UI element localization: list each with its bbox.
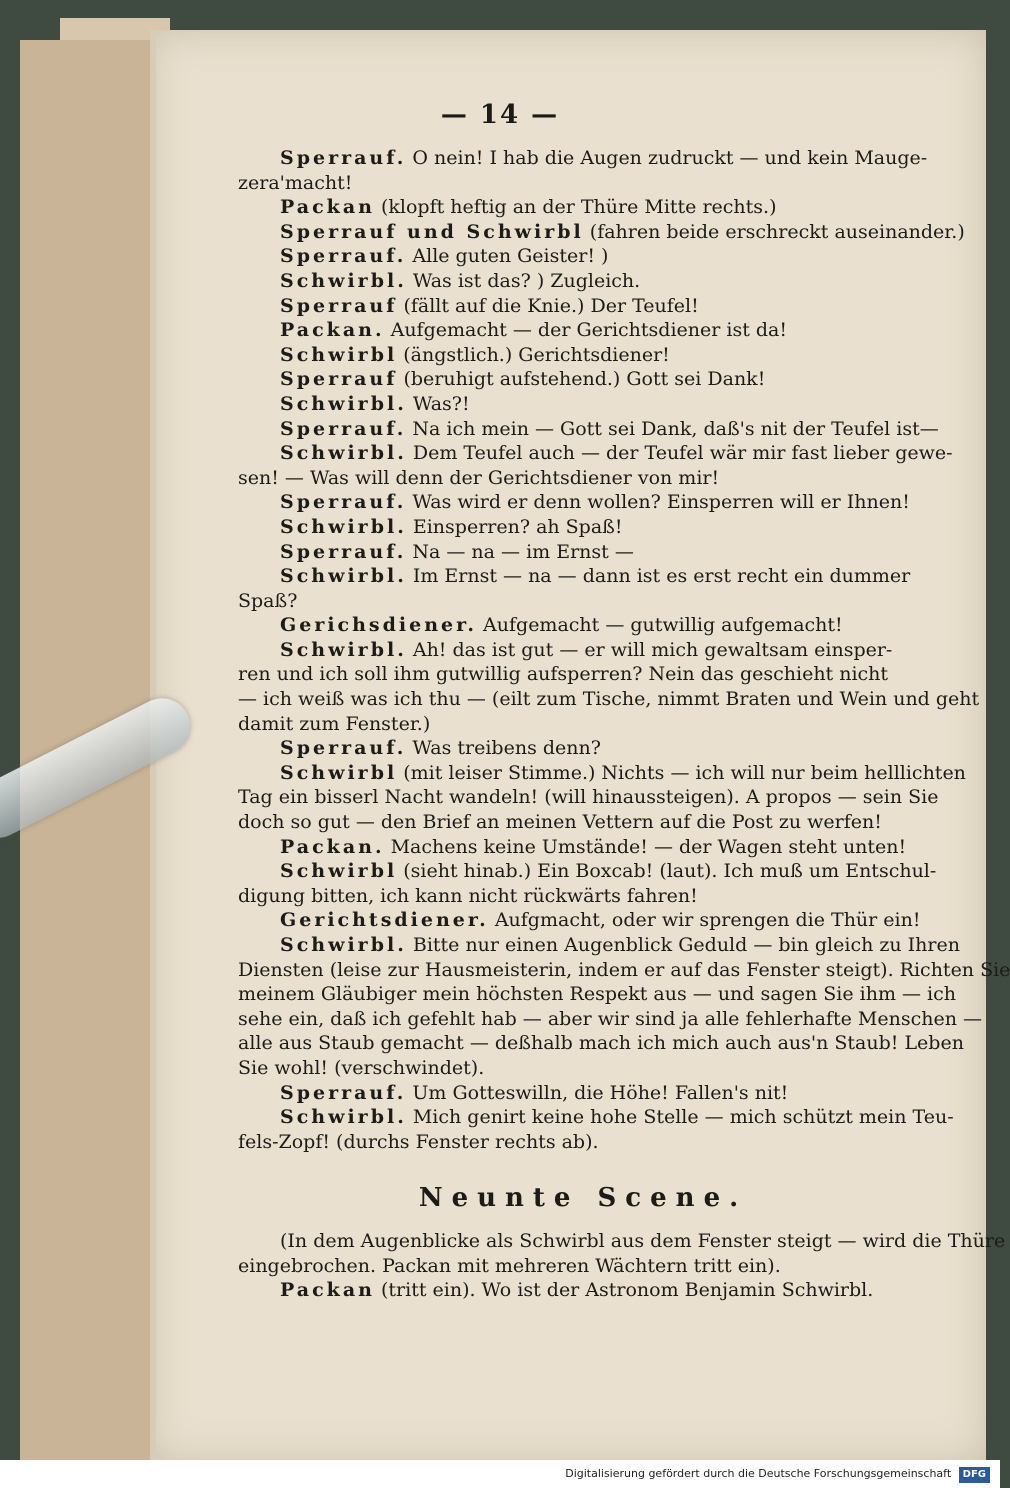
line-text: Um Gotteswilln, die Höhe! Fallen's nit! xyxy=(406,1081,789,1104)
text-line xyxy=(238,318,928,343)
text-line xyxy=(238,294,928,319)
line-text: (tritt ein). Wo ist der Astronom Benjamin Schwirbl. xyxy=(374,1279,874,1302)
line-text: Bitte nur einen Augenblick Geduld — bin gleich zu Ihren xyxy=(406,934,960,956)
line-text: (fällt auf die Knie.) Der Teufel! xyxy=(397,294,699,317)
page-body xyxy=(238,146,1010,1303)
page-number: — 14 — xyxy=(440,100,560,130)
speaker-name: Sperrauf. xyxy=(280,1081,407,1104)
line-text: ren und ich soll ihm gutwillig aufsperren? Nein das geschieht nicht xyxy=(238,663,889,686)
speaker-name: Packan xyxy=(280,1279,375,1302)
line-text: (fahren beide erschreckt auseinander.) xyxy=(583,220,965,243)
line-text: Spaß? xyxy=(238,589,298,612)
text-line xyxy=(238,392,928,417)
speaker-name: Sperrauf. xyxy=(280,417,407,440)
line-text: Was wird er denn wollen? Einsperren will er Ihnen! xyxy=(406,491,910,514)
line-text: digung bitten, ich kann nicht rückwärts fahren! xyxy=(238,884,698,907)
line-text: Im Ernst — na — dann ist es erst recht ein dummer xyxy=(406,565,911,588)
text-line xyxy=(238,490,928,515)
text-line xyxy=(238,638,928,663)
line-text: alle aus Staub gemacht — deßhalb mach ich mich auch aus'n Staub! Leben xyxy=(238,1032,964,1055)
line-text: Mich genirt keine hohe Stelle — mich schützt mein Teu- xyxy=(406,1106,954,1129)
speaker-name: Schwirbl. xyxy=(280,392,407,415)
line-text: zera'macht! xyxy=(238,171,353,194)
text-line xyxy=(238,1105,954,1130)
line-text: (sieht hinab.) Ein Boxcab! (laut). Ich muß um Entschul- xyxy=(397,860,937,883)
text-line xyxy=(238,244,928,269)
dfg-logo: DFG xyxy=(959,1467,990,1483)
speaker-name: Schwirbl. xyxy=(280,442,407,465)
speaker-name: Packan. xyxy=(280,835,385,858)
speaker-name: Schwirbl. xyxy=(280,515,407,538)
text-line xyxy=(238,1278,928,1303)
text-line xyxy=(238,933,960,958)
speaker-name: Sperrauf. xyxy=(280,540,407,563)
speaker-name: Sperrauf. xyxy=(280,491,407,514)
line-text: Einsperren? ah Spaß! xyxy=(406,515,623,538)
text-line xyxy=(238,589,928,614)
speaker-name: Schwirbl. xyxy=(280,1106,407,1129)
speaker-name: Sperrauf xyxy=(280,294,398,317)
text-line xyxy=(238,662,928,687)
text-line xyxy=(238,1056,928,1081)
text-line xyxy=(238,1007,982,1032)
text-line xyxy=(238,343,928,368)
text-line xyxy=(238,1081,928,1106)
line-text: eingebrochen. Packan mit mehreren Wächtern tritt ein). xyxy=(238,1254,781,1277)
speaker-name: Gerichtsdiener. xyxy=(280,909,489,932)
scene-heading: Neunte Scene. xyxy=(418,1183,748,1214)
text-line xyxy=(238,687,980,712)
speaker-name: Sperrauf xyxy=(280,368,398,391)
line-text: fels-Zopf! (durchs Fenster rechts ab). xyxy=(238,1130,599,1153)
text-line xyxy=(238,835,928,860)
line-text: Aufgemacht — gutwillig aufgemacht! xyxy=(477,614,843,637)
footer-text: Digitalisierung gefördert durch die Deutsche Forschungsgemeinschaft xyxy=(565,1467,952,1480)
text-line xyxy=(238,1130,928,1155)
line-text: damit zum Fenster.) xyxy=(238,712,431,735)
text-line xyxy=(238,982,957,1007)
line-text: sen! — Was will denn der Gerichtsdiener von mir! xyxy=(238,466,720,489)
text-line xyxy=(238,613,928,638)
line-text: meinem Gläubiger mein höchsten Respekt aus — und sagen Sie ihm — ich xyxy=(238,983,957,1006)
line-text: Aufgemacht — der Gerichtsdiener ist da! xyxy=(384,319,788,342)
line-text: sehe ein, daß ich gefehlt hab — aber wir sind ja alle fehlerhafte Menschen — xyxy=(238,1007,982,1030)
text-line xyxy=(238,540,928,565)
text-line xyxy=(238,810,928,835)
text-line xyxy=(238,1254,928,1279)
text-line xyxy=(238,736,928,761)
speaker-name: Sperrauf. xyxy=(280,245,407,268)
text-line xyxy=(238,441,953,466)
line-text: Was ist das? ) Zugleich. xyxy=(406,269,641,292)
speaker-name: Sperrauf. xyxy=(280,737,407,760)
text-line xyxy=(238,859,937,884)
text-line xyxy=(238,564,928,589)
line-text: Diensten (leise zur Hausmeisterin, indem er auf das Fenster steigt). Richten Sie xyxy=(238,958,1010,981)
speaker-name: Schwirbl. xyxy=(280,638,407,661)
line-text: Machens keine Umstände! — der Wagen steht unten! xyxy=(384,835,907,858)
line-text: doch so gut — den Brief an meinen Vettern auf die Post zu werfen! xyxy=(238,811,882,834)
speaker-name: Schwirbl. xyxy=(280,565,407,588)
line-text: Na — na — im Ernst — xyxy=(406,540,634,563)
speaker-name: Packan. xyxy=(280,319,385,342)
line-text: O nein! I hab die Augen zudruckt — und kein Mauge- xyxy=(406,147,928,169)
speaker-name: Packan xyxy=(280,196,375,219)
text-line xyxy=(238,466,928,491)
speaker-name: Sperrauf. xyxy=(280,147,407,169)
speaker-name: Sperrauf und Schwirbl xyxy=(280,220,584,243)
text-line xyxy=(238,220,965,245)
speaker-name: Schwirbl xyxy=(280,860,398,883)
text-line xyxy=(238,712,928,737)
text-line xyxy=(238,761,966,786)
line-text: Ah! das ist gut — er will mich gewaltsam einsper- xyxy=(406,638,893,661)
scene-lines xyxy=(238,1229,1006,1303)
line-text: Sie wohl! (verschwindet). xyxy=(238,1056,485,1079)
line-text: Aufgmacht, oder wir sprengen die Thür ein! xyxy=(488,909,921,932)
speaker-name: Gerichsdiener. xyxy=(280,614,477,637)
line-text: Na ich mein — Gott sei Dank, daß's nit der Teufel ist— xyxy=(406,417,939,440)
dialogue-lines xyxy=(238,146,1010,1154)
text-line xyxy=(238,884,928,909)
speaker-name: Schwirbl. xyxy=(280,934,407,956)
text-line xyxy=(238,1031,964,1056)
text-line xyxy=(238,269,928,294)
line-text: (klopft heftig an der Thüre Mitte rechts.) xyxy=(374,196,777,219)
text-line xyxy=(238,367,928,392)
text-line xyxy=(238,785,939,810)
text-line xyxy=(238,195,928,220)
line-text: Dem Teufel auch — der Teufel wär mir fast lieber gewe- xyxy=(406,442,953,465)
line-text: (ängstlich.) Gerichtsdiener! xyxy=(397,343,670,366)
line-text: — ich weiß was ich thu — (eilt zum Tische, nimmt Braten und Wein und geht xyxy=(238,688,980,711)
text-line xyxy=(238,908,928,933)
line-text: Tag ein bisserl Nacht wandeln! (will hinaussteigen). A propos — sein Sie xyxy=(238,786,939,809)
speaker-name: Schwirbl. xyxy=(280,269,407,292)
text-line xyxy=(238,1229,1006,1254)
footer-bar xyxy=(0,1460,1000,1488)
text-line xyxy=(238,417,939,442)
line-text: Was treibens denn? xyxy=(406,737,601,760)
line-text: (beruhigt aufstehend.) Gott sei Dank! xyxy=(397,368,766,391)
line-text: Was?! xyxy=(406,392,470,415)
speaker-name: Schwirbl xyxy=(280,343,398,366)
line-text: (mit leiser Stimme.) Nichts — ich will nur beim helllichten xyxy=(397,761,966,784)
speaker-name: Schwirbl xyxy=(280,761,398,784)
text-line xyxy=(238,171,928,196)
line-text: (In dem Augenblicke als Schwirbl aus dem Fenster steigt — wird die Thüre xyxy=(280,1229,1006,1252)
text-line xyxy=(238,515,928,540)
text-line xyxy=(238,146,928,171)
text-line xyxy=(238,958,1010,983)
line-text: Alle guten Geister! ) xyxy=(406,245,609,268)
